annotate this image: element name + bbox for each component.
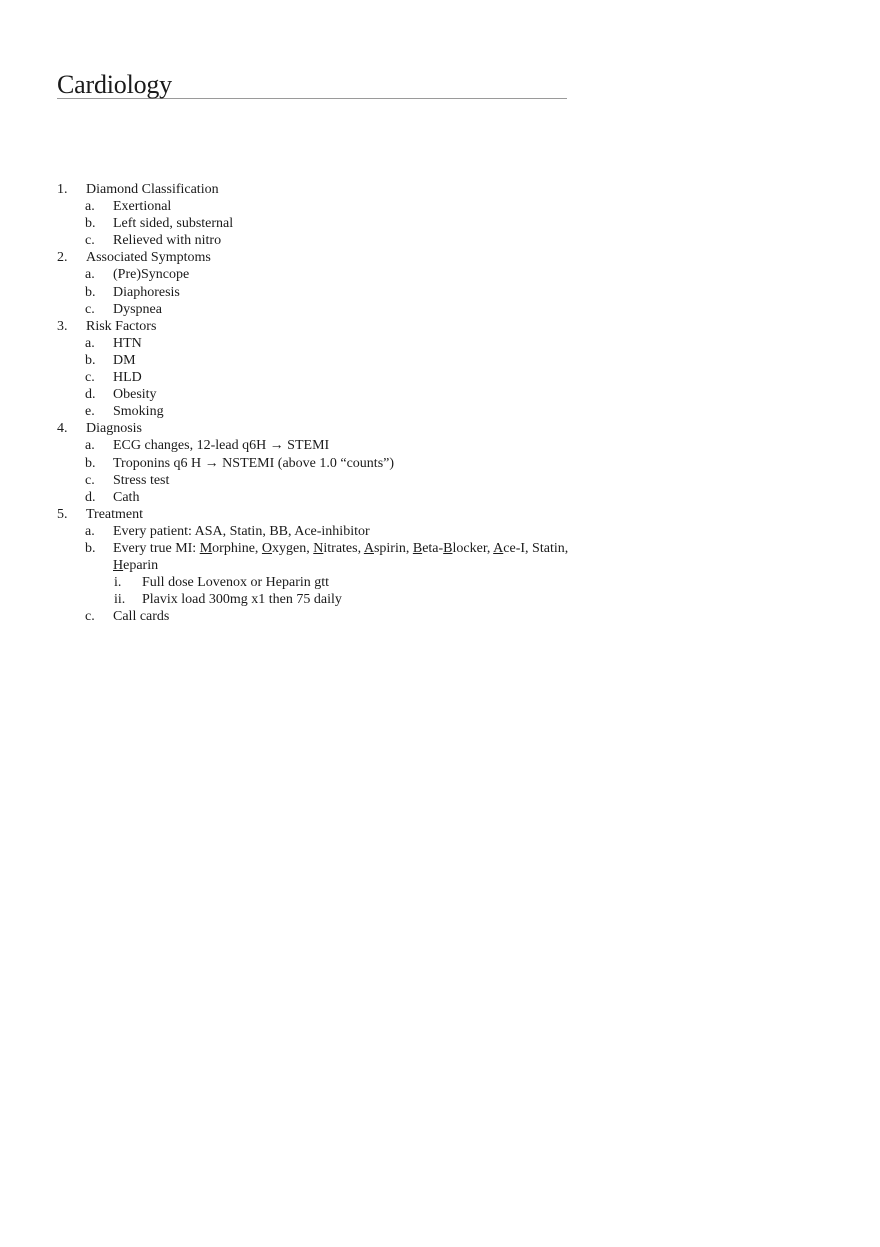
list-number: 3.	[57, 318, 68, 334]
list-heading: Treatment	[86, 506, 144, 522]
list-letter: b.	[85, 284, 96, 300]
mnemonic-rest: eta-	[422, 540, 444, 556]
list-item-text: Cath	[113, 489, 140, 505]
list-letter: c.	[85, 233, 95, 249]
list-item-text: Stress test	[113, 472, 170, 488]
mnemonic-initial: B	[443, 540, 453, 556]
list-item-text: Troponins q6 H → NSTEMI (above 1.0 “counts”)	[113, 455, 395, 471]
list-item	[57, 608, 617, 625]
list-letter: b.	[85, 540, 96, 556]
list-letter: a.	[85, 335, 95, 351]
mnemonic-initial: O	[261, 540, 273, 556]
mnemonic-initial: A	[363, 540, 374, 556]
mnemonic-text	[113, 540, 583, 574]
list-item-mi-mnemonic	[57, 540, 617, 574]
list-letter: b.	[85, 352, 96, 368]
list-letter: d.	[85, 489, 96, 505]
list-item-text: ECG changes, 12-lead q6H → STEMI	[113, 438, 330, 454]
list-item-text: Dyspnea	[113, 301, 162, 317]
list-roman: i.	[114, 575, 122, 591]
mnemonic-rest: spirin,	[373, 540, 413, 556]
mnemonic-rest: xygen,	[272, 540, 314, 556]
list-item	[57, 523, 617, 540]
list-number: 4.	[57, 421, 68, 437]
list-item-text: Diaphoresis	[113, 284, 180, 300]
list-item-text: HLD	[113, 370, 142, 386]
list-item	[57, 472, 617, 489]
mnemonic-prefix: Every true MI:	[113, 540, 200, 556]
list-item	[57, 369, 617, 386]
list-item-text: Left sided, substernal	[113, 216, 234, 232]
list-item	[57, 352, 617, 369]
list-letter: b.	[85, 455, 96, 471]
list-letter: c.	[85, 370, 95, 386]
list-item	[57, 386, 617, 403]
list-item	[57, 301, 617, 318]
page-title: Cardiology	[57, 70, 567, 99]
list-letter: a.	[85, 523, 95, 539]
list-item	[57, 198, 617, 215]
section-diamond-classification	[57, 181, 617, 198]
mnemonic-rest: orphine,	[212, 540, 262, 556]
list-number: 2.	[57, 250, 68, 266]
list-heading: Associated Symptoms	[86, 250, 211, 266]
list-heading: Risk Factors	[86, 318, 157, 334]
list-item-text: Exertional	[113, 199, 172, 215]
mnemonic-initial: H	[113, 558, 124, 574]
list-item	[57, 335, 617, 352]
mnemonic-rest: itrates,	[323, 540, 364, 556]
list-item-text: Every patient: ASA, Statin, BB, Ace-inhibitor	[113, 523, 370, 539]
list-item	[57, 455, 617, 472]
list-item-text: Relieved with nitro	[113, 233, 222, 249]
mnemonic-initial: M	[199, 540, 213, 556]
mnemonic-initial: B	[412, 540, 423, 556]
list-letter: d.	[85, 387, 96, 403]
mnemonic-initial: N	[313, 540, 324, 556]
list-item	[57, 232, 617, 249]
list-number: 1.	[57, 182, 68, 197]
list-letter: c.	[85, 301, 95, 317]
list-letter: c.	[85, 472, 95, 488]
section-treatment	[57, 506, 617, 523]
list-item-text: Smoking	[113, 404, 164, 420]
list-item-text: HTN	[113, 335, 142, 351]
section-associated-symptoms	[57, 249, 617, 266]
list-letter: e.	[85, 404, 95, 420]
list-item	[57, 489, 617, 506]
list-letter: a.	[85, 438, 95, 454]
section-diagnosis	[57, 420, 617, 437]
list-subitem-text: Plavix load 300mg x1 then 75 daily	[142, 592, 342, 608]
section-risk-factors	[57, 318, 617, 335]
list-item	[57, 437, 617, 454]
list-letter: a.	[85, 199, 95, 215]
list-letter: c.	[85, 609, 95, 625]
list-heading: Diagnosis	[86, 421, 142, 437]
outline-list	[57, 181, 617, 625]
list-item-text: Obesity	[113, 387, 157, 403]
list-item	[57, 403, 617, 420]
list-item-text: Call cards	[113, 609, 170, 625]
list-letter: a.	[85, 267, 95, 283]
list-number: 5.	[57, 506, 68, 522]
mnemonic-rest: ce-I, Statin,	[503, 540, 569, 556]
list-item-text: DM	[113, 352, 136, 368]
mnemonic-rest: eparin	[123, 558, 159, 574]
list-subitem-text: Full dose Lovenox or Heparin gtt	[142, 575, 330, 591]
list-item	[57, 284, 617, 301]
list-roman: ii.	[114, 592, 126, 608]
list-subitem	[57, 574, 617, 591]
list-item	[57, 266, 617, 283]
list-letter: b.	[85, 216, 96, 232]
list-item	[57, 215, 617, 232]
mnemonic-initial: A	[493, 540, 504, 556]
list-subitem	[57, 591, 617, 608]
list-heading: Diamond Classification	[86, 182, 219, 197]
list-item-text: (Pre)Syncope	[113, 267, 190, 283]
mnemonic-rest: locker,	[452, 540, 494, 556]
